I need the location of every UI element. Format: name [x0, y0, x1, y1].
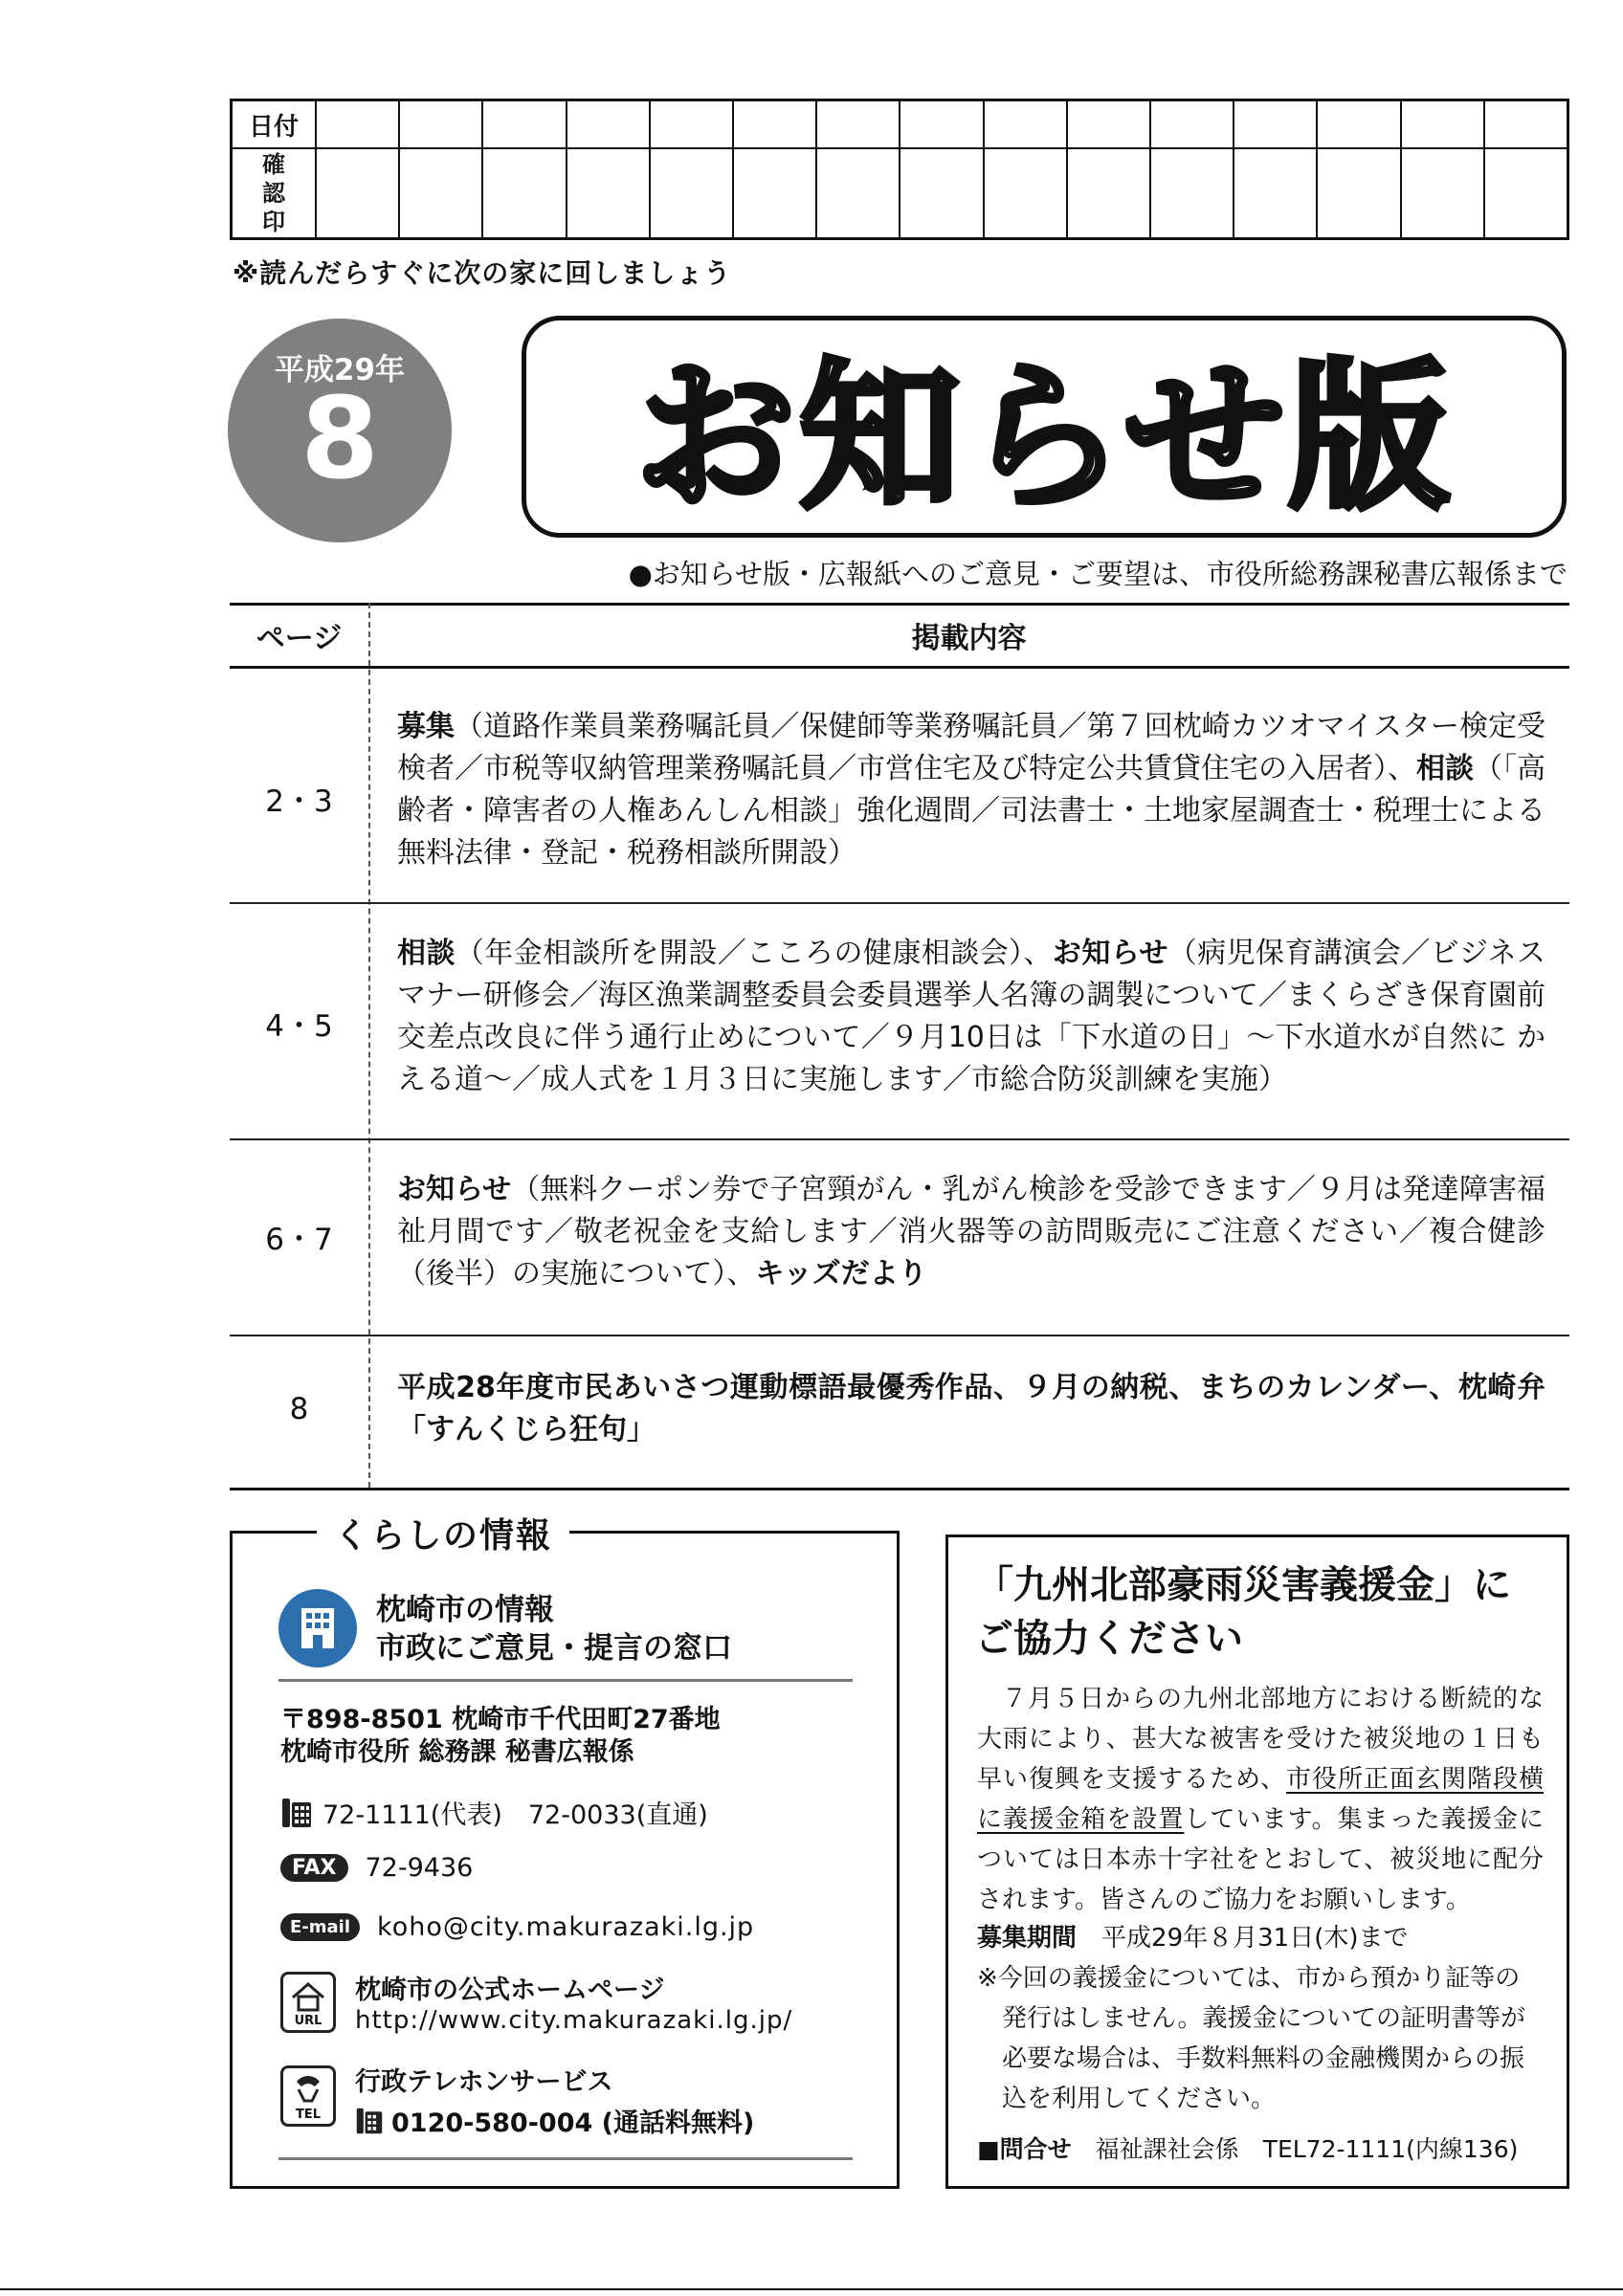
seal-label-char: 印: [262, 209, 285, 235]
contents-table: [230, 603, 1569, 1492]
divider: [278, 1679, 853, 1682]
building-icon: [278, 1589, 357, 1667]
seal-cell: [400, 149, 483, 237]
table-row: [230, 666, 1569, 930]
feedback-line: ●お知らせ版・広報紙へのご意見・ご要望は、市役所総務課秘書広報係まで: [628, 558, 1567, 590]
circulation-table: [230, 99, 1569, 240]
divider: [278, 2157, 853, 2160]
kurashi-title: くらしの情報: [317, 1509, 569, 1557]
seal-cell: [1151, 149, 1234, 237]
table-row: [230, 1335, 1569, 1488]
seal-cell: [1234, 149, 1318, 237]
url-icon-label: URL: [294, 2014, 322, 2028]
date-cell: [317, 101, 400, 147]
seal-cell: [1318, 149, 1401, 237]
row-page: 2・3: [265, 784, 333, 819]
row-page: 8: [289, 1392, 309, 1426]
content-keyword: 募集: [397, 710, 456, 743]
issue-badge: [228, 319, 452, 542]
content-keyword: キッズだより: [755, 1257, 927, 1291]
appeal-contact: [977, 2130, 1518, 2165]
date-cell: [1318, 101, 1401, 147]
row-content: [397, 1367, 1545, 1451]
appeal-note: [977, 1958, 1544, 2119]
url-icon: [280, 1972, 336, 2033]
email-address[interactable]: koho@city.makurazaki.lg.jp: [377, 1912, 755, 1942]
row-content: [397, 933, 1545, 1101]
appeal-body-pre: ７月５日からの九州北部地方における断続的な大雨により、甚大な被害を受けた被災地の１日も早い復興を支援するため、: [977, 1685, 1544, 1794]
appeal-note-text: ※今回の義援金については、市から預かり証等の発行はしません。義援金についての証明書等が必要な場合は、手数料無料の金融機関からの振込を利用してください。: [977, 1964, 1526, 2113]
table-header: [230, 607, 1569, 664]
address: [280, 1704, 721, 1769]
city-heading-line2: 市政にご意見・提言の窓口: [376, 1631, 732, 1666]
fax-number: 72-9436: [365, 1853, 474, 1883]
content-keyword: お知らせ: [1052, 937, 1168, 970]
date-cell: [985, 101, 1068, 147]
appeal-period: [977, 1918, 1544, 1958]
table-row: [230, 1138, 1569, 1335]
appeal-title-line2: ご協力ください: [975, 1617, 1243, 1661]
tel-service-line: [355, 2102, 754, 2139]
homepage-url[interactable]: http://www.city.makurazaki.lg.jp/: [355, 2006, 793, 2035]
content-text: （無料クーポン券で子宮頸がん・乳がん検診を受診できます／９月は発達障害福祉月間です／敬老祝金を支給します／消火器等の訪問販売にご注意ください／複合健診（後半）の実施について）、: [397, 1173, 1546, 1291]
content-text: （「高齢者・障害者の人権あんしん相談」強化週間／司法書士・土地家屋調査士・税理士による無料法律・登記・税務相談所開設）: [397, 752, 1545, 870]
fax-icon: FAX: [280, 1854, 348, 1882]
city-heading-line1: 枕崎市の情報: [376, 1593, 554, 1627]
date-cell: [1151, 101, 1234, 147]
seal-label: [233, 149, 317, 237]
date-cell: [817, 101, 900, 147]
title-banner: [522, 316, 1567, 538]
circulation-notice: ※読んだらすぐに次の家に回しましょう: [233, 257, 732, 289]
period-value: 平成29年８月31日(木)まで: [1101, 1924, 1409, 1953]
seal-cell: [567, 149, 651, 237]
date-cell: [400, 101, 483, 147]
appeal-title-line1: 「九州北部豪雨災害義援金」に: [975, 1563, 1511, 1607]
phone-number: 72-1111(代表) 72-0033(直通): [322, 1800, 708, 1830]
homepage-label: 枕崎市の公式ホームページ: [355, 1976, 665, 2005]
date-cell: [1485, 101, 1567, 147]
seal-cell: [317, 149, 400, 237]
seal-cell: [1402, 149, 1485, 237]
appeal-body: [977, 1679, 1544, 1920]
page-bottom-rule: [0, 2288, 1623, 2290]
seal-cell: [900, 149, 984, 237]
tel-icon-label: TEL: [295, 2108, 322, 2122]
header-content: 掲載内容: [911, 622, 1027, 655]
appeal-body-post: しています。集まった義援金については日本赤十字社をとおして、被災地に配分されます。皆さんのご協力をお願いします。: [977, 1805, 1544, 1914]
page-title: お知らせ版: [634, 343, 1454, 531]
phone-icon: [280, 1797, 313, 1829]
seal-row: [233, 149, 1567, 237]
seal-cell: [985, 149, 1068, 237]
table-bottom-rule: [230, 1488, 1569, 1490]
email-line: [280, 1912, 754, 1942]
date-cell: [651, 101, 734, 147]
date-cell: [567, 101, 651, 147]
contact-dept: 福祉課社会係: [1095, 2135, 1239, 2163]
content-text: （道路作業員業務嘱託員／保健師等業務嘱託員／第７回枕崎カツオマイスター検定受検者／市税等収納管理業務嘱託員／市営住宅及び特定公共賃貸住宅の入居者）、: [397, 710, 1545, 785]
title-outline-svg: [526, 320, 1562, 533]
email-icon: E-mail: [280, 1913, 360, 1941]
appeal-body-underlined: 市役所正面玄関階段横に義援金箱を設置: [977, 1765, 1544, 1834]
seal-cell: [483, 149, 567, 237]
issue-year: 平成29年: [274, 353, 406, 387]
row-page: 4・5: [265, 1009, 333, 1044]
date-row: [233, 101, 1567, 149]
period-label: 募集期間: [977, 1924, 1078, 1953]
date-cell: [734, 101, 817, 147]
appeal-title: [975, 1558, 1511, 1666]
seal-label-char: 確: [262, 151, 285, 178]
seal-cell: [817, 149, 900, 237]
content-keyword: お知らせ: [397, 1173, 512, 1206]
seal-cell: [1485, 149, 1567, 237]
address-line1: 〒898-8501 枕崎市千代田町27番地: [280, 1705, 721, 1734]
content-keyword: 相談: [1416, 752, 1474, 785]
content-text: 平成28年度市民あいさつ運動標語最優秀作品、９月の納税、まちのカレンダー、枕崎弁「すんくじら狂句」: [397, 1371, 1545, 1446]
content-text: （病児保育講演会／ビジネスマナー研修会／海区漁業調整委員会委員選挙人名簿の調製について／まくらざき保育園前交差点改良に伴う通行止めについて／９月10日は「下水道の日」～下水道水が自然に かえる道～／成人式を１月３日に実施します／市総合防災訓練を実施）: [397, 937, 1546, 1096]
row-page: 6・7: [265, 1223, 333, 1257]
seal-cell: [734, 149, 817, 237]
table-row: [230, 902, 1569, 1139]
content-text: （年金相談所を開設／こころの健康相談会）、: [455, 937, 1053, 970]
row-content: [397, 706, 1545, 874]
telephone-icon: [280, 2065, 336, 2127]
phone-line: [280, 1794, 708, 1831]
date-cell: [483, 101, 567, 147]
seal-cell: [1068, 149, 1151, 237]
tel-service-label: 行政テレホンサービス: [355, 2067, 613, 2097]
date-label: 日付: [233, 101, 317, 147]
issue-month: 8: [300, 372, 380, 504]
seal-cell: [651, 149, 734, 237]
contact-label: ■問合せ: [977, 2135, 1072, 2163]
kurashi-info-box: [230, 1516, 900, 2189]
contact-tel: TEL72-1111(内線136): [1262, 2135, 1519, 2163]
table-top-rule: [230, 603, 1569, 606]
date-cell: [1234, 101, 1318, 147]
tel-service-number: 0120-580-004 (通話料無料): [391, 2108, 755, 2138]
date-cell: [1402, 101, 1485, 147]
header-page: ページ: [256, 622, 343, 655]
seal-label-char: 認: [262, 180, 285, 207]
city-heading: [376, 1591, 732, 1667]
date-cell: [1068, 101, 1151, 147]
address-line2: 枕崎市役所 総務課 秘書広報係: [280, 1737, 634, 1767]
content-keyword: 相談: [397, 937, 456, 970]
date-cell: [900, 101, 984, 147]
donation-appeal-box: [945, 1534, 1569, 2189]
fax-line: [280, 1853, 473, 1883]
phone-icon: [355, 2107, 384, 2135]
row-content: [397, 1169, 1545, 1295]
